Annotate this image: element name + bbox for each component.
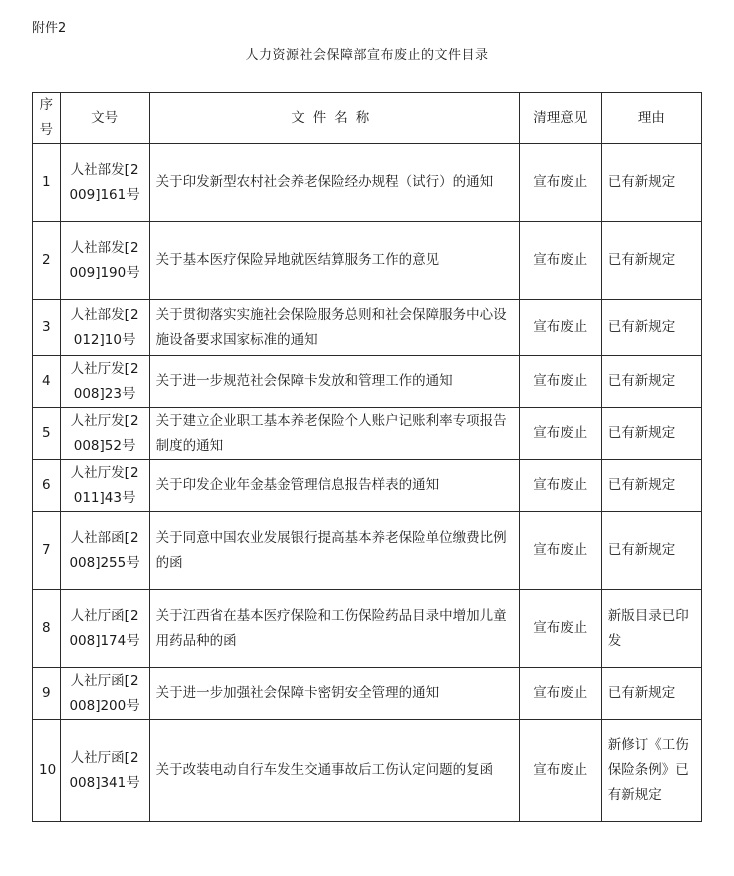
table-row bbox=[33, 356, 702, 408]
row-doc-no: 人社部函[2008]255号 bbox=[60, 512, 149, 590]
row-opinion: 宣布废止 bbox=[519, 668, 601, 720]
row-doc-name: 关于同意中国农业发展银行提高基本养老保险单位缴费比例的函 bbox=[149, 512, 519, 590]
row-seq: 10 bbox=[33, 720, 61, 822]
row-opinion: 宣布废止 bbox=[519, 300, 601, 356]
row-doc-name: 关于改装电动自行车发生交通事故后工伤认定问题的复函 bbox=[149, 720, 519, 822]
row-opinion: 宣布废止 bbox=[519, 222, 601, 300]
header-doc-no: 文号 bbox=[60, 93, 149, 144]
row-doc-no: 人社厅发[2011]43号 bbox=[60, 460, 149, 512]
table-row bbox=[33, 720, 702, 822]
repealed-documents-table bbox=[32, 92, 702, 822]
row-reason: 已有新规定 bbox=[601, 460, 701, 512]
row-seq: 2 bbox=[33, 222, 61, 300]
row-doc-no: 人社厅发[2008]52号 bbox=[60, 408, 149, 460]
document-title: 人力资源社会保障部宣布废止的文件目录 bbox=[245, 48, 489, 63]
row-opinion: 宣布废止 bbox=[519, 512, 601, 590]
row-seq: 1 bbox=[33, 144, 61, 222]
table-row bbox=[33, 144, 702, 222]
row-reason: 已有新规定 bbox=[601, 512, 701, 590]
row-doc-name: 关于进一步规范社会保障卡发放和管理工作的通知 bbox=[149, 356, 519, 408]
row-opinion: 宣布废止 bbox=[519, 720, 601, 822]
row-reason: 已有新规定 bbox=[601, 300, 701, 356]
table-row bbox=[33, 460, 702, 512]
row-reason: 新版目录已印发 bbox=[601, 590, 701, 668]
table-row bbox=[33, 408, 702, 460]
row-opinion: 宣布废止 bbox=[519, 144, 601, 222]
header-reason: 理由 bbox=[601, 93, 701, 144]
row-doc-name: 关于印发企业年金基金管理信息报告样表的通知 bbox=[149, 460, 519, 512]
table-row bbox=[33, 300, 702, 356]
row-doc-no: 人社厅函[2008]341号 bbox=[60, 720, 149, 822]
row-doc-no: 人社厅发[2008]23号 bbox=[60, 356, 149, 408]
row-doc-name: 关于基本医疗保险异地就医结算服务工作的意见 bbox=[149, 222, 519, 300]
row-opinion: 宣布废止 bbox=[519, 460, 601, 512]
row-reason: 新修订《工伤保险条例》已有新规定 bbox=[601, 720, 701, 822]
row-seq: 4 bbox=[33, 356, 61, 408]
header-seq: 序号 bbox=[33, 93, 61, 144]
header-doc-name: 文件名称 bbox=[149, 93, 519, 144]
row-doc-name: 关于贯彻落实实施社会保险服务总则和社会保障服务中心设施设备要求国家标准的通知 bbox=[149, 300, 519, 356]
row-doc-name: 关于建立企业职工基本养老保险个人账户记账利率专项报告制度的通知 bbox=[149, 408, 519, 460]
row-reason: 已有新规定 bbox=[601, 222, 701, 300]
row-seq: 7 bbox=[33, 512, 61, 590]
row-doc-no: 人社部发[2009]190号 bbox=[60, 222, 149, 300]
table-row bbox=[33, 668, 702, 720]
row-seq: 9 bbox=[33, 668, 61, 720]
row-seq: 5 bbox=[33, 408, 61, 460]
row-seq: 3 bbox=[33, 300, 61, 356]
table-header-row bbox=[33, 93, 702, 144]
table-row bbox=[33, 222, 702, 300]
row-reason: 已有新规定 bbox=[601, 668, 701, 720]
row-seq: 6 bbox=[33, 460, 61, 512]
attachment-label: 附件2 bbox=[32, 21, 67, 36]
row-reason: 已有新规定 bbox=[601, 144, 701, 222]
row-doc-name: 关于印发新型农村社会养老保险经办规程（试行）的通知 bbox=[149, 144, 519, 222]
row-seq: 8 bbox=[33, 590, 61, 668]
row-doc-no: 人社部发[2012]10号 bbox=[60, 300, 149, 356]
row-doc-name: 关于进一步加强社会保障卡密钥安全管理的通知 bbox=[149, 668, 519, 720]
header-opinion: 清理意见 bbox=[519, 93, 601, 144]
table-row bbox=[33, 512, 702, 590]
row-opinion: 宣布废止 bbox=[519, 356, 601, 408]
row-doc-no: 人社厅函[2008]174号 bbox=[60, 590, 149, 668]
row-doc-name: 关于江西省在基本医疗保险和工伤保险药品目录中增加儿童用药品种的函 bbox=[149, 590, 519, 668]
row-doc-no: 人社部发[2009]161号 bbox=[60, 144, 149, 222]
row-doc-no: 人社厅函[2008]200号 bbox=[60, 668, 149, 720]
row-reason: 已有新规定 bbox=[601, 408, 701, 460]
row-opinion: 宣布废止 bbox=[519, 408, 601, 460]
table-row bbox=[33, 590, 702, 668]
row-reason: 已有新规定 bbox=[601, 356, 701, 408]
row-opinion: 宣布废止 bbox=[519, 590, 601, 668]
